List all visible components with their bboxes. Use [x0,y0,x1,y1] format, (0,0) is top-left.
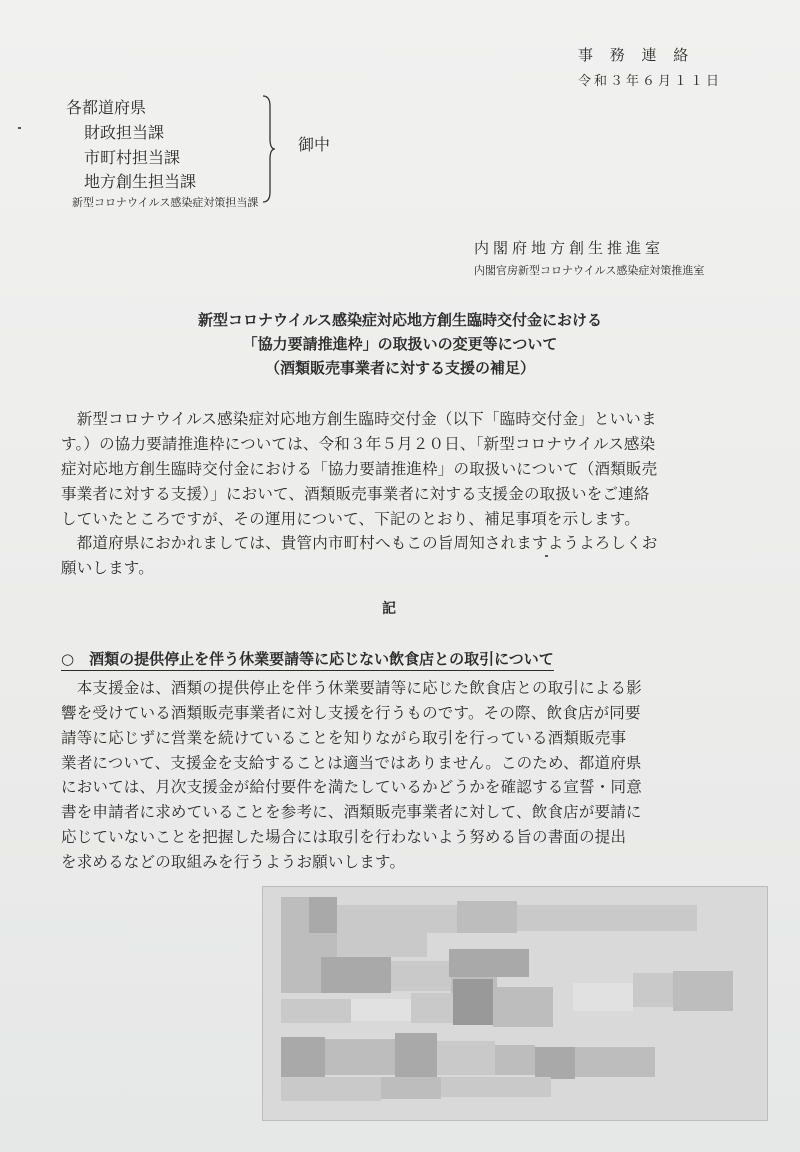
addressee-line: 新型コロナウイルス感染症対策担当課 [72,196,259,209]
doc-date: 令和３年６月１１日 [578,74,723,89]
intro-line: 事業者に対する支援）」において、酒類販売事業者に対する支援金の取扱いをご連絡 [61,485,650,503]
brace-symbol [262,94,276,204]
section-line: においては、月次支援金が給付要件を満たしているかどうかを確認する宣誓・同意 [61,778,642,796]
intro-line: していたところですが、その運用について、下記のとおり、補足事項を示します。 [61,510,640,528]
doc-type-label: 事 務 連 絡 [578,46,695,64]
title-line: 新型コロナウイルス感染症対応地方創生臨時交付金における [197,311,603,329]
section-line: 本支援金は、酒類の提供停止を伴う休業要請等に応じた飲食店との取引による影 [61,679,642,697]
addressee-line: 財政担当課 [84,123,165,142]
speck-mark [545,555,548,557]
title-line: （酒類販売事業者に対する支援の補足） [264,359,535,377]
section-line: 応じていないことを把握した場合には取引を行わないよう努める旨の書面の提出 [61,828,627,846]
intro-line: 都道府県におかれましては、貴管内市町村へもこの旨周知されますようよろしくお [61,534,658,552]
addressee-line: 地方創生担当課 [84,172,197,191]
redacted-area [262,886,768,1121]
intro-line: す。）の協力要請推進枠については、令和３年５月２０日、「新型コロナウイルス感染 [61,435,656,453]
section-line: 書を申請者に求めていることを参考に、酒類販売事業者に対して、飲食店が要請に [61,803,642,821]
addressee-line: 各都道府県 [66,98,147,117]
section-line: 響を受けている酒類販売事業者に対し支援を行うものです。その際、飲食店が同要 [61,704,641,722]
section-line: 請等に応じずに営業を続けていることを知りながら取引を行っている酒類販売事 [61,729,627,747]
section-heading: ○ 酒類の提供停止を伴う休業要請等に応じない飲食店との取引について [61,648,554,671]
intro-line: 願いします。 [61,559,154,577]
honorific-label: 御中 [298,135,331,154]
section-line: 業者について、支援金を支給することは適当ではありません。このため、都道府県 [61,754,642,772]
title-line: 「協力要請推進枠」の取扱いの変更等について [242,335,558,353]
section-line: を求めるなどの取組みを行うようお願いします。 [61,853,406,871]
addressee-line: 市町村担当課 [84,148,181,167]
intro-line: 新型コロナウイルス感染症対応地方創生臨時交付金（以下「臨時交付金」といいま [61,410,657,428]
ki-label: 記 [382,601,396,617]
sender-office-sub: 内閣官房新型コロナウイルス感染症対策推進室 [474,264,705,277]
punch-mark [18,127,21,129]
sender-office: 内閣府地方創生推進室 [474,239,665,257]
intro-line: 症対応地方創生臨時交付金における「協力要請推進枠」の取扱いについて（酒類販売 [61,460,658,478]
